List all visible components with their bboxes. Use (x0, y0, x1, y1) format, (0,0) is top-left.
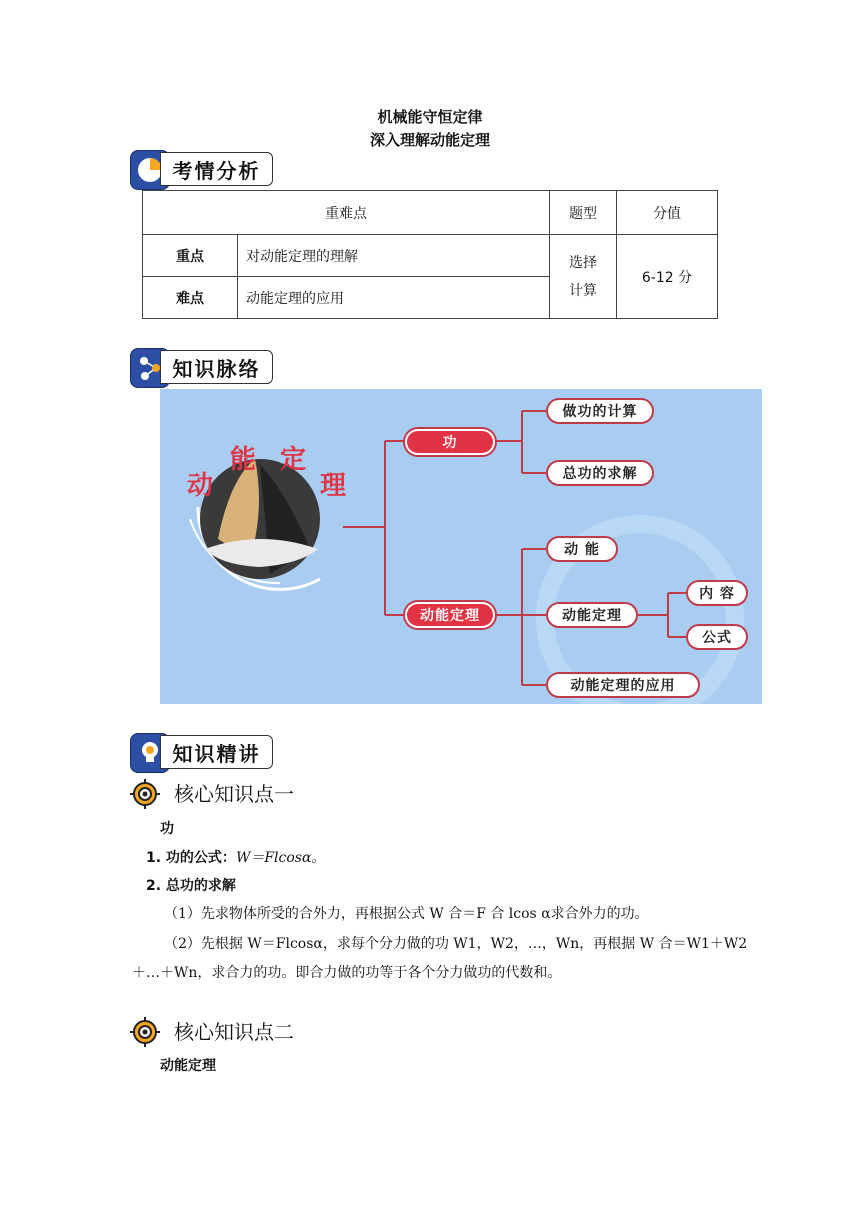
kp1-item1 (146, 848, 325, 868)
section-analysis (130, 150, 276, 190)
mind-map (160, 389, 762, 704)
row-label-key: 重点 (143, 235, 238, 277)
center-char-2: 能 (230, 445, 257, 475)
target-icon (130, 779, 156, 805)
document-subtitle: 深入理解动能定理 (369, 131, 490, 149)
mindmap-node-application: 动能定理的应用 (546, 672, 700, 698)
question-type-choice: 选择 (569, 254, 597, 271)
header-question-type: 题型 (550, 191, 617, 235)
kp1-item1-label: 1. 功的公式： (146, 850, 236, 866)
section-lecture-label: 知识精讲 (160, 735, 273, 769)
section-lecture (130, 733, 276, 773)
center-char-1: 动 (187, 471, 214, 501)
kp1-paragraph-2a: （2）先根据 W＝Flcosα，求每个分力做的功 W1，W2，…，Wn，再根据 W 合＝W1＋W2 (164, 936, 748, 952)
mindmap-node-work: 功 (405, 429, 495, 455)
question-type-calc: 计算 (569, 282, 597, 299)
kp1-paragraph-2b: ＋…＋Wn，求合力的功。即合力做的功等于各个分力做功的代数和。 (132, 965, 562, 981)
header-score: 分值 (617, 191, 718, 235)
row-content-key: 对动能定理的理解 (238, 235, 550, 277)
kp1-topic: 功 (160, 821, 174, 837)
mindmap-node-theorem-sub: 动能定理 (546, 602, 638, 628)
kp1-paragraph-1: （1）先求物体所受的合外力，再根据公式 W 合＝F 合 lcos α求合外力的功。 (164, 906, 649, 922)
kp2-topic: 动能定理 (160, 1058, 216, 1074)
score-cell: 6-12 分 (617, 235, 718, 319)
kp1-item2-label: 2. 总功的求解 (146, 878, 236, 894)
kp2-header (130, 1015, 294, 1045)
target-icon (130, 1017, 156, 1043)
question-types-cell (550, 235, 617, 319)
analysis-table (142, 190, 718, 319)
mindmap-node-formula: 公式 (686, 624, 748, 650)
center-char-3: 定 (280, 445, 307, 475)
center-char-4: 理 (320, 471, 347, 501)
mindmap-node-theorem: 动能定理 (405, 602, 495, 628)
mindmap-node-kinetic-energy: 动 能 (546, 536, 618, 562)
kp1-heading: 核心知识点一 (174, 781, 294, 806)
section-context (130, 348, 276, 388)
kp2-heading: 核心知识点二 (174, 1019, 294, 1044)
mindmap-node-content: 内 容 (686, 580, 748, 606)
document-title: 机械能守恒定律 (377, 108, 483, 126)
row-content-difficult: 动能定理的应用 (238, 277, 550, 319)
row-label-difficult: 难点 (143, 277, 238, 319)
mindmap-node-work-calc: 做功的计算 (546, 398, 654, 424)
mindmap-node-total-work: 总功的求解 (546, 460, 654, 486)
kp1-header (130, 777, 294, 807)
section-context-label: 知识脉络 (160, 350, 273, 384)
kp1-item1-formula: W＝Flcosα。 (235, 850, 326, 866)
section-analysis-label: 考情分析 (160, 152, 273, 186)
header-key-points: 重难点 (143, 191, 550, 235)
